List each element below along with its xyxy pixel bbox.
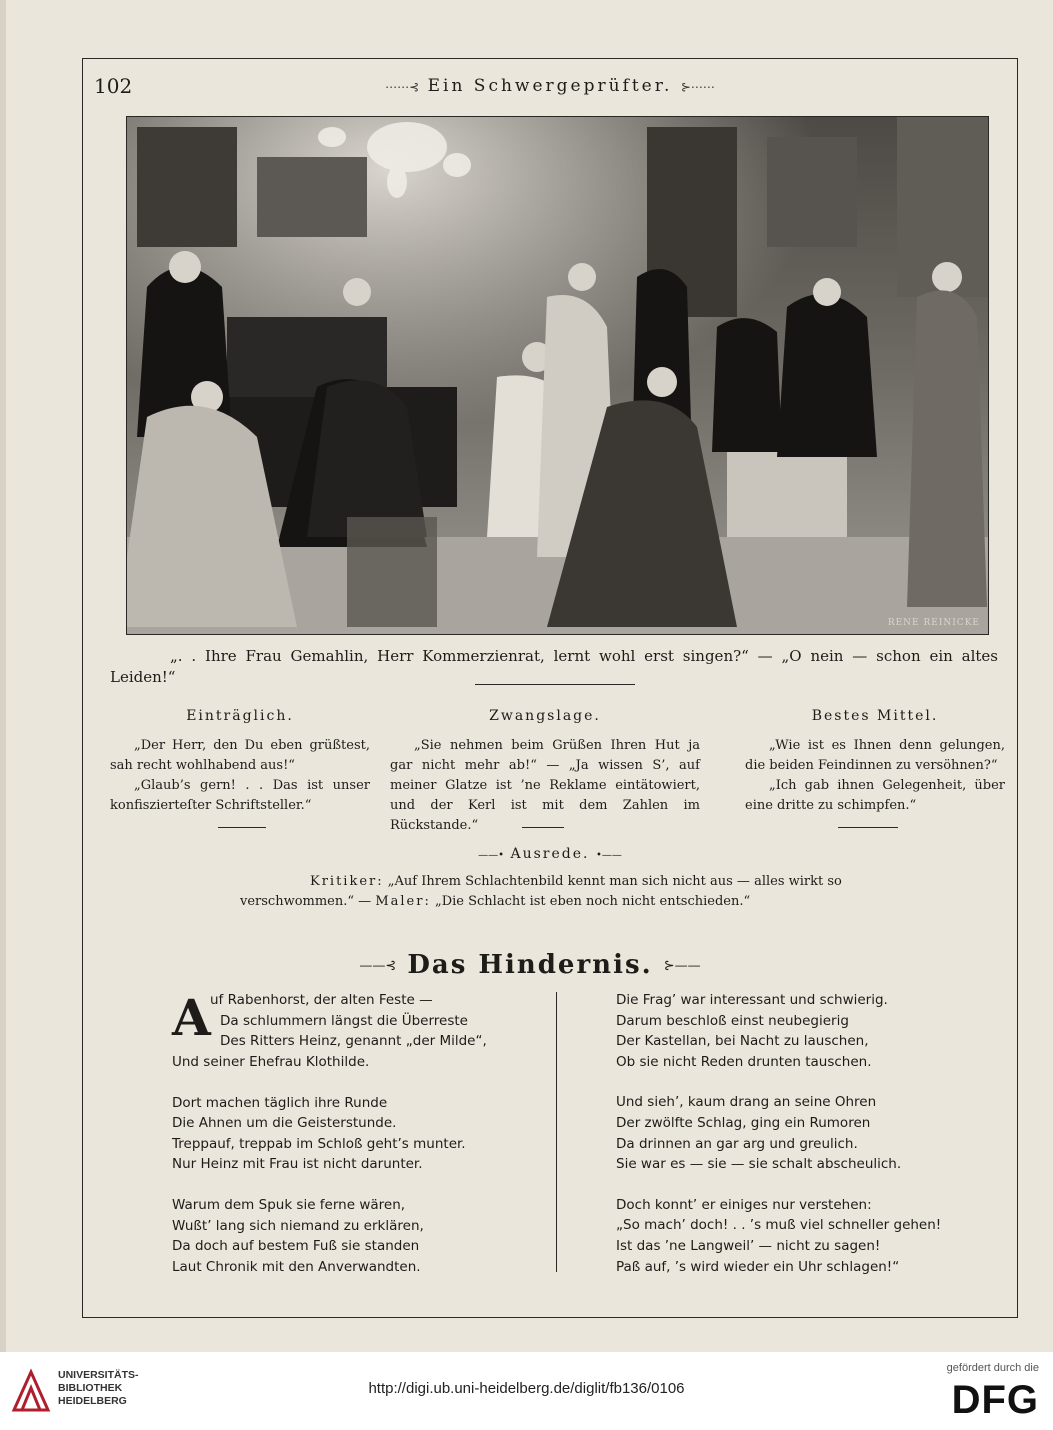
running-header	[82, 70, 1018, 106]
poem-stanza	[172, 1195, 542, 1277]
column-2-text	[390, 736, 700, 836]
uni-name-line: HEIDELBERG	[58, 1395, 127, 1407]
ornament-right: ⊱⋯⋯	[680, 80, 715, 94]
column-1-title: Einträglich.	[186, 708, 294, 724]
ausrede-line-1	[240, 872, 880, 892]
poem-line: Da schlummern längst die Überreste	[220, 1012, 468, 1029]
scan-edge	[0, 0, 6, 1352]
poem-column-divider	[556, 992, 557, 1272]
dfg-logo: DFG	[951, 1378, 1039, 1422]
poem-stanza	[616, 1092, 996, 1174]
column-3-paragraph: „Wie ist es Ihnen denn gelungen, die beiden Feindinnen zu versöhnen?“	[745, 738, 1005, 773]
ausrede-title	[380, 846, 720, 862]
viewer-footer	[0, 1352, 1053, 1430]
poem-stanza	[616, 1195, 996, 1277]
poem-line: Nur Heinz mit Frau ist nicht darunter.	[172, 1156, 423, 1173]
poem-title	[300, 950, 760, 980]
poem-left-column	[172, 990, 542, 1297]
poem-line: „So mach’ doch! . . ’s muß viel schneller gehen!	[616, 1217, 942, 1234]
poem-line: Der Kastellan, bei Nacht zu lauschen,	[616, 1033, 869, 1050]
column-2-paragraph: „Sie nehmen beim Grüßen Ihren Hut ja gar nicht mehr ab!“ — „Ja wissen S’, auf meiner Glatze ist ’ne Reklame eintätowiert, und der Kerl ist mit dem Zahlen im Rückstande.“	[390, 738, 700, 833]
caption-text: „. . Ihre Frau Gemahlin, Herr Kommerzienrat, lernt wohl erst singen?“ — „O nein — schon ein altes Leiden!“	[110, 647, 998, 686]
poem-line: Doch konnt’ er einiges nur verstehen:	[616, 1196, 872, 1213]
illustration-caption	[110, 646, 998, 688]
poem-stanza	[172, 1093, 542, 1175]
column-3-paragraph: „Ich gab ihnen Gelegenheit, über eine dritte zu schimpfen.“	[745, 778, 1005, 813]
uni-name-line: UNIVERSITÄTS-	[58, 1369, 139, 1381]
poem-right-column	[616, 990, 996, 1297]
running-title-text: Ein Schwergeprüfter.	[427, 76, 673, 96]
column-1-text	[110, 736, 370, 816]
column-1-paragraph: „Glaub’s gern! . . Das ist unser konfiszierteſter Schriftsteller.“	[110, 778, 370, 813]
poem-line: Die Frag’ war interessant und schwierig.	[616, 992, 888, 1008]
column-3-rule	[838, 827, 898, 828]
column-1-rule	[218, 827, 266, 828]
poem-line: Wußt’ lang sich niemand zu erklären,	[172, 1217, 424, 1234]
funding-label: gefördert durch die	[946, 1362, 1039, 1374]
column-1-paragraph: „Der Herr, den Du eben grüßtest, sah recht wohlhabend aus!“	[110, 738, 370, 773]
running-title	[82, 76, 1018, 96]
poem-line: Der zwölfte Schlag, ging ein Rumoren	[616, 1114, 871, 1131]
poem-line: Treppauf, treppab im Schloß geht’s munter.	[172, 1135, 466, 1152]
poem-line: Darum beschloß einst neubegierig	[616, 1012, 849, 1029]
poem-line: Da drinnen an gar arg und greulich.	[616, 1135, 858, 1152]
poem-line: Die Ahnen um die Geisterstunde.	[172, 1115, 397, 1132]
ausrede-line-2	[240, 892, 880, 912]
poem-title-text: Das Hindernis.	[407, 950, 653, 980]
ornament-left: ——⊰	[359, 958, 397, 974]
poem-line: Und sieh’, kaum drang an seine Ohren	[616, 1094, 877, 1111]
poem-line: Sie war es — sie — sie schalt abscheulich.	[616, 1156, 902, 1173]
critic-line: „Auf Ihrem Schlachtenbild kennt man sich nicht aus — alles wirkt so	[387, 874, 842, 889]
page-number: 102	[94, 74, 133, 98]
poem-line: Paß auf, ’s wird wieder ein Uhr schlagen!“	[616, 1258, 900, 1275]
speaker-critic: Kritiker:	[310, 874, 384, 889]
artist-signature: RENE REINICKE	[887, 618, 980, 628]
ausrede-title-text: Ausrede.	[510, 846, 590, 862]
poem-opening	[172, 990, 542, 1052]
poem-line: Des Ritters Heinz, genannt „der Milde“,	[220, 1033, 487, 1050]
ornament-right: ⊱——	[663, 958, 701, 974]
critic-line-end: verschwommen.“ —	[240, 894, 372, 909]
drop-cap-initial: A	[172, 988, 211, 1047]
speaker-painter: Maler:	[375, 894, 431, 909]
poem-stanza	[172, 990, 542, 1073]
poem-line: Dort machen täglich ihre Runde	[172, 1094, 388, 1111]
salon-illustration	[126, 116, 989, 635]
column-2-rule	[522, 827, 564, 828]
ornament-left: ⋯⋯⊰	[385, 80, 420, 94]
ausrede-text	[240, 872, 880, 912]
poem-stanza	[616, 990, 996, 1072]
poem-line: Da doch auf bestem Fuß sie standen	[172, 1238, 420, 1255]
poem-line: Ist das ’ne Langweil’ — nicht zu sagen!	[616, 1237, 881, 1254]
ornament-left: ——•	[478, 850, 505, 861]
column-2-title: Zwangslage.	[489, 708, 601, 724]
painter-line: „Die Schlacht ist eben noch nicht entschieden.“	[434, 894, 751, 909]
illustration-artwork	[127, 117, 989, 635]
poem-line: Ob sie nicht Reden drunten tauschen.	[616, 1053, 872, 1070]
ornament-right: •——	[595, 850, 622, 861]
permalink-url[interactable]: http://digi.ub.uni-heidelberg.de/diglit/fb136/0106	[368, 1380, 685, 1397]
poem-line: Warum dem Spuk sie ferne wären,	[172, 1196, 406, 1213]
caption-rule	[475, 684, 635, 685]
poem-line: Und seiner Ehefrau Klothilde.	[172, 1054, 370, 1070]
poem-line: uf Rabenhorst, der alten Feste —	[210, 992, 433, 1008]
column-3-text	[745, 736, 1005, 816]
uni-name-line: BIBLIOTHEK	[58, 1382, 123, 1394]
poem-line: Laut Chronik mit den Anverwandten.	[172, 1258, 421, 1275]
column-3-title: Bestes Mittel.	[811, 708, 939, 724]
